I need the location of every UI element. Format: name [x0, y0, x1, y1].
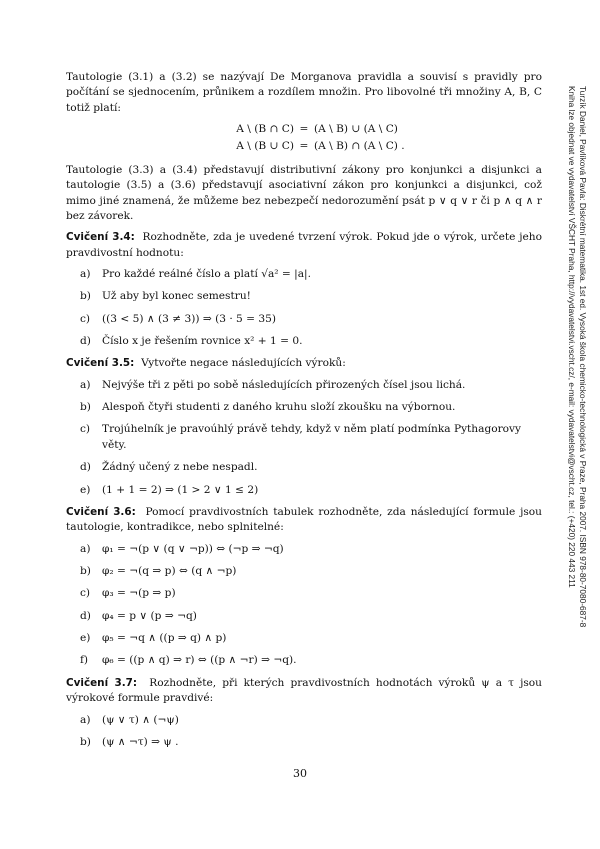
- item-label: e): [80, 483, 91, 496]
- list-item: [80, 422, 542, 453]
- list-item: [80, 483, 542, 498]
- exercise-3-7: [66, 676, 542, 750]
- item-label: b): [80, 401, 91, 414]
- second-paragraph: Tautologie (3.3) a (3.4) představují distributivní zákony pro konjunkci a disjunkci a tautologie (3.5) a (3.6) představují asociativní zákon pro konjunkci a disjunkci, což mimo jiné znamená, že můžeme bez nebezpečí nedorozumění psát p ∨ q ∨ r či p ∧ q ∧ r bez závorek.: [66, 163, 542, 222]
- exercise-title: Cvičení 3.7:: [66, 676, 138, 689]
- item-label: a): [80, 267, 91, 280]
- exercise-text: Pomocí pravdivostních tabulek rozhodněte, zda následující formule jsou tautologie, kontradikce, nebo splnitelné:: [66, 505, 542, 534]
- exercise-title: Cvičení 3.5:: [66, 357, 135, 370]
- list-item: [80, 586, 542, 601]
- item-text: Žádný učený z nebe nespadl.: [102, 461, 258, 474]
- item-text: Nejvýše tři z pěti po sobě následujících přirozených čísel jsou lichá.: [102, 378, 466, 391]
- exercise-3-4: [66, 230, 542, 349]
- identity-op: =: [299, 140, 309, 153]
- exercise-items: [66, 267, 542, 349]
- item-text: φ₅ = ¬q ∧ ((p ⇒ q) ∧ p): [102, 632, 227, 645]
- exercise-title: Cvičení 3.4:: [66, 231, 135, 244]
- intro-paragraph: Tautologie (3.1) a (3.2) se nazývají De Morganova pravidla a souvisí s pravidly pro počítání se sjednocením, průnikem a rozdílem množin. Pro libovolné tři množiny A, B, C totiž platí:: [66, 71, 542, 114]
- item-text: ((3 < 5) ∧ (3 ≠ 3)) ⇒ (3 · 5 = 35): [102, 312, 277, 325]
- list-item: [80, 631, 542, 646]
- item-text: φ₆ = ((p ∧ q) ⇒ r) ⇔ ((p ∧ ¬r) ⇒ ¬q).: [102, 654, 297, 667]
- item-text: φ₂ = ¬(q ⇒ p) ⇔ (q ∧ ¬p): [102, 564, 237, 577]
- item-text: Pro každé reálné číslo a platí √a² = |a|.: [102, 267, 311, 280]
- item-label: f): [80, 654, 89, 667]
- exercise-items: [66, 542, 542, 669]
- list-item: [80, 400, 542, 415]
- item-label: a): [80, 378, 91, 391]
- list-item: [80, 735, 542, 750]
- exercise-items: [66, 378, 542, 498]
- item-text: Už aby byl konec semestru!: [102, 290, 251, 303]
- list-item: [80, 334, 542, 349]
- list-item: [80, 713, 542, 728]
- list-item: [80, 460, 542, 475]
- exercise-text: Rozhodněte, zda je uvedené tvrzení výrok. Pokud jde o výrok, určete jeho pravdivostní hodnotu:: [66, 231, 542, 259]
- item-label: b): [80, 564, 91, 577]
- exercise-items: [66, 713, 542, 751]
- side-note-line: Turzík Daniel, Pavlíková Pavla: Diskrétní matematika. 1st ed. Vysoká škola chemicko-technologická v Praze, Praha 2007. ISBN 978-80-7080-687-8: [578, 86, 588, 628]
- item-text: (1 + 1 = 2) ⇒ (1 > 2 ∨ 1 ≤ 2): [102, 483, 259, 496]
- list-item: [80, 378, 542, 393]
- item-label: e): [80, 632, 91, 645]
- side-note: [552, 86, 588, 628]
- list-item: [80, 542, 542, 557]
- list-item: [80, 267, 542, 282]
- page-number: 30: [293, 767, 307, 780]
- list-item: [80, 609, 542, 624]
- side-note-line: Kniha lze objednat ve vydavatelství VŠCHT Praha, http://vydavatelstvi.vscht.cz/, e-mail: vydavatelstvi@vscht.cz, tel.: (+420) 220 443 211: [566, 86, 577, 588]
- item-text: φ₁ = ¬(p ∨ (q ∨ ¬p)) ⇔ (¬p ⇒ ¬q): [102, 542, 284, 555]
- item-label: a): [80, 713, 91, 726]
- exercise-title: Cvičení 3.6:: [66, 505, 136, 518]
- identity-lhs: A \ (B ∩ C): [236, 123, 294, 136]
- item-label: c): [80, 312, 91, 325]
- exercise-text: Vytvořte negace následujících výroků:: [141, 357, 346, 370]
- item-label: d): [80, 461, 91, 474]
- identity-rhs: (A \ B) ∩ (A \ C) .: [314, 140, 405, 153]
- identity-rhs: (A \ B) ∪ (A \ C): [314, 123, 398, 136]
- list-item: [80, 312, 542, 327]
- item-text: (ψ ∧ ¬τ) ⇒ ψ .: [102, 735, 179, 748]
- item-text: Trojúhelník je pravoúhlý právě tehdy, když v něm platí podmínka Pythagorovy věty.: [102, 423, 522, 451]
- identity-lhs: A \ (B ∪ C): [236, 140, 294, 153]
- list-item: [80, 653, 542, 668]
- item-text: Alespoň čtyři studenti z daného kruhu složí zkoušku na výbornou.: [102, 401, 456, 414]
- page-content: [66, 70, 542, 757]
- item-label: a): [80, 542, 91, 555]
- exercise-text: Rozhodněte, při kterých pravdivostních hodnotách výroků ψ a τ jsou výrokové formule pravdivé:: [66, 676, 542, 705]
- item-label: b): [80, 290, 91, 303]
- exercise-3-6: [66, 505, 542, 669]
- item-label: c): [80, 587, 91, 600]
- list-item: [80, 564, 542, 579]
- exercise-3-5: [66, 356, 542, 498]
- item-label: d): [80, 335, 91, 348]
- item-label: c): [80, 423, 91, 436]
- item-text: φ₃ = ¬(p ⇒ p): [102, 587, 176, 600]
- item-text: (ψ ∨ τ) ∧ (¬ψ): [102, 713, 179, 726]
- set-identities: [66, 122, 542, 155]
- item-label: b): [80, 735, 91, 748]
- item-label: d): [80, 609, 91, 622]
- item-text: φ₄ = p ∨ (p ⇒ ¬q): [102, 609, 197, 622]
- item-text: Číslo x je řešením rovnice x² + 1 = 0.: [102, 335, 303, 348]
- list-item: [80, 289, 542, 304]
- identity-op: =: [299, 123, 309, 136]
